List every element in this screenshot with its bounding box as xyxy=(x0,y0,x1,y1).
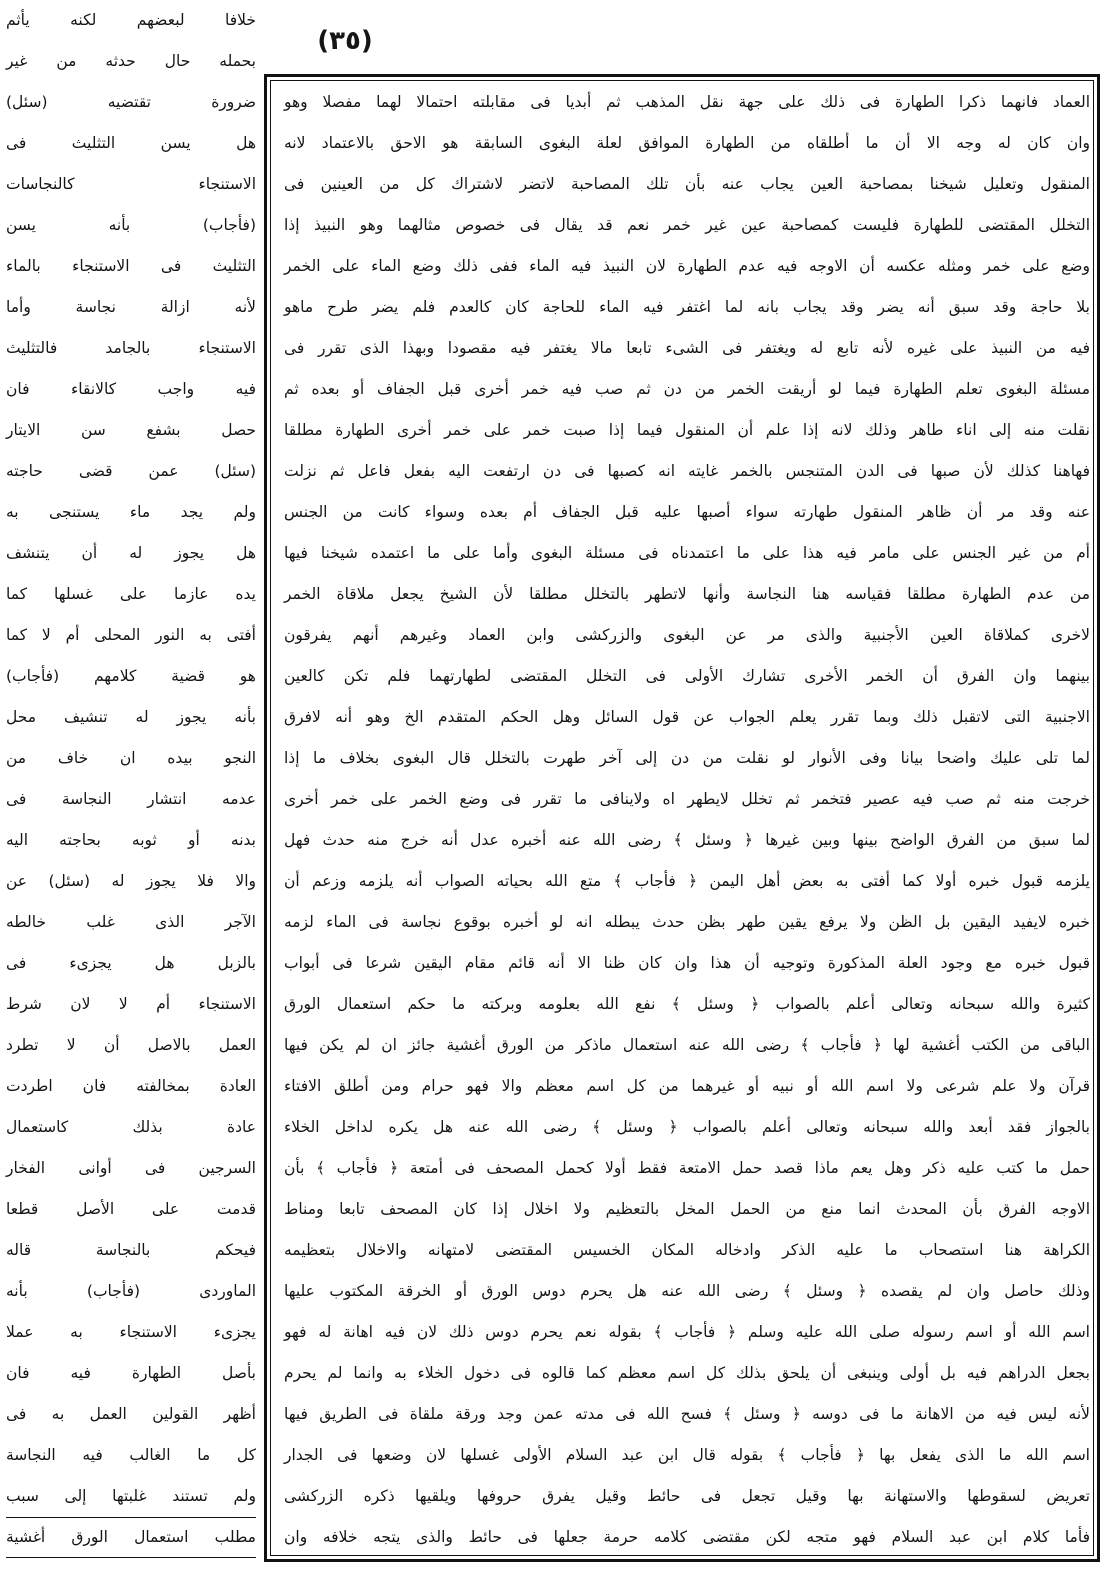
main-text-line: لأنه ليس فيه من الاهانة ما فى دوسه ﴿ وسئل ﴾ فسح الله فى مدته عمن وجد ورقة ملقاة فى الطريق فيها xyxy=(284,1405,1090,1423)
main-text-line: العماد فانهما ذكرا الطهارة فى ذلك على جهة نقل المذهب ثم أبديا فى مقابلته احتمالا لهما مفصلا وهو xyxy=(284,93,1090,111)
main-text-line: قرآن ولا علم شرعى ولا اسم الله أو نبيه أو غيرهما من كل اسم معظم والا فهو حرام ومن أطلق الافتاء xyxy=(284,1077,1090,1095)
margin-note-line: (فأجاب) بأنه يسن xyxy=(6,216,256,234)
main-text-line: بالجواز فقد أبعد والله سبحانه وتعالى أعلم بالصواب ﴿ وسئل ﴾ رضى الله عنه هل يكره لداخل الخلاء xyxy=(284,1118,1090,1136)
margin-note-line: هل يجوز له أن يتنشف xyxy=(6,544,256,562)
main-text-line: لما تلى عليك واضحا بيانا وفى الأنوار لو نقلت من دن إلى آخر طهرت بالتخلل قال البغوى بخلاف ما إذا xyxy=(284,749,1090,767)
main-text-line: المنقول وتعليل شيخنا بمصاحبة العين يجاب عنه بأن تلك المصاحبة لاتضر لاشتراك كل من العينين فى xyxy=(284,175,1090,193)
margin-note-line: هو قضية كلامهم (فأجاب) xyxy=(6,667,256,685)
margin-note-line: النجو بيده ان خاف من xyxy=(6,749,256,767)
main-text-line: من عدم الطهارة مطلقا فقياسه هنا النجاسة وأنها لاتطهر بالتخلل مطلقا لأن الشيخ يجعل ملاقاة الخمر xyxy=(284,585,1090,603)
margin-note-line: ولم يجد ماء يستنجى به xyxy=(6,503,256,521)
main-text-line: مسئلة البغوى تعلم الطهارة فيما لو أريقت الخمر من دن ثم صب فيه خمر أخرى قبل الجفاف أو بعده ثم xyxy=(284,380,1090,398)
margin-note-line: الماوردى (فأجاب) بأنه xyxy=(6,1282,256,1300)
main-text-line: خبره لايفيد اليقين بل الظن ولا يرفع يقين طهر بظن حدث يبطله انه لو أخبره بوقوع نجاسة فى الماء لزمه xyxy=(284,913,1090,931)
page-number: (٣٥) xyxy=(317,26,373,56)
margin-note-line: السرجين فى أوانى الفخار xyxy=(6,1159,256,1177)
main-text-line: عنه وقد مر أن ظاهر المنقول طهارته سواء أصبها عليه قبل الجفاف أم بعده وسواء كانت من الجنس xyxy=(284,503,1090,521)
margin-note-line: والا فلا يجوز له (سئل) عن xyxy=(6,872,256,890)
margin-note-line: الاستنجاء كالنجاسات xyxy=(6,175,256,193)
margin-note-line: بأنه يجوز له تنشيف محل xyxy=(6,708,256,726)
margin-note-line: الاستنجاء أم لا لان شرط xyxy=(6,995,256,1013)
margin-note-line: فيحكم بالنجاسة قاله xyxy=(6,1241,256,1259)
main-text-line: وذلك حاصل وان لم يقصده ﴿ وسئل ﴾ رضى الله عنه هل يحرم دوس الورق أو الخرقة المكتوب عليها xyxy=(284,1282,1090,1300)
main-text-line: بجعل الدراهم فيه بل أولى وينبغى أن يلحق بذلك كل اسم معظم كما قالوه فى دخول الخلاء به وانما لم يحرم xyxy=(284,1364,1090,1382)
main-text-line: لما سبق من الفرق الواضح بينها وبين غيرها ﴿ وسئل ﴾ رضى الله عنه أخبره عدل أنه خرج منه حدث فهل xyxy=(284,831,1090,849)
main-text-line: وان كان له وجه الا أن ما أطلقاه من الطهارة الموافق لعلة البغوى السابقة هو الاحق بالاعتماد لانه xyxy=(284,134,1090,152)
main-text-line: الباقى من الكتب أغشية لها ﴿ فأجاب ﴾ رضى الله عنه استعمال ماذكر من الورق أغشية جائز ان لم يكن فيها xyxy=(284,1036,1090,1054)
margin-note-line: عادة بذلك كاستعمال xyxy=(6,1118,256,1136)
margin-note-line: الآجر الذى غلب خالطه xyxy=(6,913,256,931)
margin-note-line: أفتى به النور المحلى أم لا كما xyxy=(6,626,256,644)
margin-note-line: يجزىء الاستنجاء به عملا xyxy=(6,1323,256,1341)
main-text-line: فأما كلام ابن عبد السلام فهو متجه لكن مقتضى كلامه حرمة جعلها فى حائط والذى يتجه خلافه وان xyxy=(284,1528,1090,1546)
margin-note-line: قدمت على الأصل قطعا xyxy=(6,1200,256,1218)
margin-note-line: بأصل الطهارة فيه فان xyxy=(6,1364,256,1382)
margin-note-line: ضرورة تقتضيه (سئل) xyxy=(6,93,256,111)
margin-note-column xyxy=(6,0,256,1558)
main-text-line: الاجنبية التى لاتقبل ذلك وبما تقرر يعلم الجواب عن قول السائل وهل الحكم المتقدم الخ وهو أنه لافرق xyxy=(284,708,1090,726)
main-text-line: اسم الله أو اسم رسوله صلى الله عليه وسلم ﴿ فأجاب ﴾ بقوله نعم يحرم دوس ذلك لان فيه اهانة له فهو xyxy=(284,1323,1090,1341)
margin-note-line: الاستنجاء بالجامد فالتثليث xyxy=(6,339,256,357)
main-text-line: كثيرة والله سبحانه وتعالى أعلم بالصواب ﴿ وسئل ﴾ نفع الله بعلومه وبركته ما حكم استعمال الورق xyxy=(284,995,1090,1013)
main-text-line: وضع على خمر ومثله عكسه أن الاوجه فيه عدم الطهارة لان النبيذ فيه الماء ففى ذلك وضع الماء على الخمر xyxy=(284,257,1090,275)
margin-note-line: هل يسن التثليث فى xyxy=(6,134,256,152)
main-text-line: حمل ما كتب عليه ذكر وهل يعم ماذا قصد حمل الامتعة فقط أولا كحمل المصحف فى أمتعة ﴿ فأجاب ﴾ بأن xyxy=(284,1159,1090,1177)
main-text-line: الكراهة هنا استصحاب ما عليه الذكر وادخاله المكان الخسيس المقتضى لامتهانه والاخلال بتعظيمه xyxy=(284,1241,1090,1259)
main-text-line: نقلت منه إلى اناء طاهر وذلك لانه إذا علم أن المنقول فيما إذا صبت خمر على خمر أخرى الطهارة مطلقا xyxy=(284,421,1090,439)
margin-note-line: العمل بالاصل أن لا تطرد xyxy=(6,1036,256,1054)
margin-note-line: يده عازما على غسلها كما xyxy=(6,585,256,603)
main-text-line: التخلل المقتضى للطهارة فليست كمصاحبة عين غير خمر نعم قد يقال فى خصوص مثالهما وهو النبيذ إذا xyxy=(284,216,1090,234)
margin-note-line: بالزبل هل يجزىء فى xyxy=(6,954,256,972)
margin-note-line: حصل بشفع سن الايتار xyxy=(6,421,256,439)
main-text-line: خرجت منه ثم صب فيه عصير فتخمر ثم تخلل لايطهر اه ولاينافى ما تقرر فى وضع الخمر على خمر أخرى xyxy=(284,790,1090,808)
margin-note-line: خلافا لبعضهم لكنه يأثم xyxy=(6,11,256,29)
main-text xyxy=(284,82,1090,1558)
margin-note-line: ولم تستند غلبتها إلى سبب xyxy=(6,1487,256,1505)
margin-note-line: فيه واجب كالانقاء فان xyxy=(6,380,256,398)
margin-note-line: لأنه ازالة نجاسة وأما xyxy=(6,298,256,316)
main-text-line: بينهما وان الفرق أن الخمر الأخرى تشارك الأولى فى التخلل المقتضى لطهارتهما فلم تكن كالعين xyxy=(284,667,1090,685)
margin-note-line: بدنه أو ثوبه بحاجته اليه xyxy=(6,831,256,849)
main-text-line: بلا حاجة وقد سبق أنه يضر وقد يجاب بانه لما اغتفر فيه الماء للحاجة كان كالعدم فلم يضر طرح ماهو xyxy=(284,298,1090,316)
main-text-line: لاخرى كملاقاة العين الأجنبية والذى مر عن البغوى والزركشى وابن العماد وغيرهم أنهم يفرقون xyxy=(284,626,1090,644)
margin-note-line: التثليث فى الاستنجاء بالماء xyxy=(6,257,256,275)
margin-note-line: عدمه انتشار النجاسة فى xyxy=(6,790,256,808)
main-text-line: قبول خبره مع وجود العلة المذكورة وتوجيه أن هذا وان كان ظنا الا أنه قائم مقام اليقين شرعا فى أبواب xyxy=(284,954,1090,972)
margin-heading: مطلب استعمال الورق أغشية xyxy=(6,1517,256,1558)
main-text-line: اسم الله ما الذى يفعل بها ﴿ فأجاب ﴾ بقوله قال ابن عبد السلام الأولى غسلها لان وضعها فى الجدار xyxy=(284,1446,1090,1464)
margin-note-line: كل ما الغالب فيه النجاسة xyxy=(6,1446,256,1464)
margin-note-line: (سئل) عمن قضى حاجته xyxy=(6,462,256,480)
main-text-line: الاوجه الفرق بأن المحدث انما منع من الحمل المخل بالتعظيم ولا اخلال إذا كان المصحف تابعا ومناط xyxy=(284,1200,1090,1218)
main-text-line: تعريض لسقوطها والاستهانة بها وقيل تجعل فى حائط وقيل يفرق حروفها ويلقيها ذكره الزركشى xyxy=(284,1487,1090,1505)
main-text-line: فهاهنا كذلك لأن صبها فى الدن المتنجس بالخمر غايته انه كصبها فى دن ارتفعت اليه بفعل فاعل ثم نزلت xyxy=(284,462,1090,480)
margin-note-line: بحمله حال حدثه من غير xyxy=(6,52,256,70)
main-text-line: فيه من النبيذ على غيره لأنه تابع له ويغتفر فى الشىء تابعا مالا يغتفر فيه مقصودا وبهذا الذى تقرر فى xyxy=(284,339,1090,357)
main-text-line: يلزمه قبول خبره أولا كما أفتى به بعض أهل اليمن ﴿ فأجاب ﴾ متع الله بحياته الصواب أنه يلزمه وزعم أن xyxy=(284,872,1090,890)
margin-note-line: العادة بمخالفته فان اطردت xyxy=(6,1077,256,1095)
margin-note-line: أظهر القولين العمل به فى xyxy=(6,1405,256,1423)
main-text-line: أم من غير الجنس على مامر فيه هذا على ما اعتمدناه فى مسئلة البغوى وأما على ما اعتمده شيخنا فيها xyxy=(284,544,1090,562)
